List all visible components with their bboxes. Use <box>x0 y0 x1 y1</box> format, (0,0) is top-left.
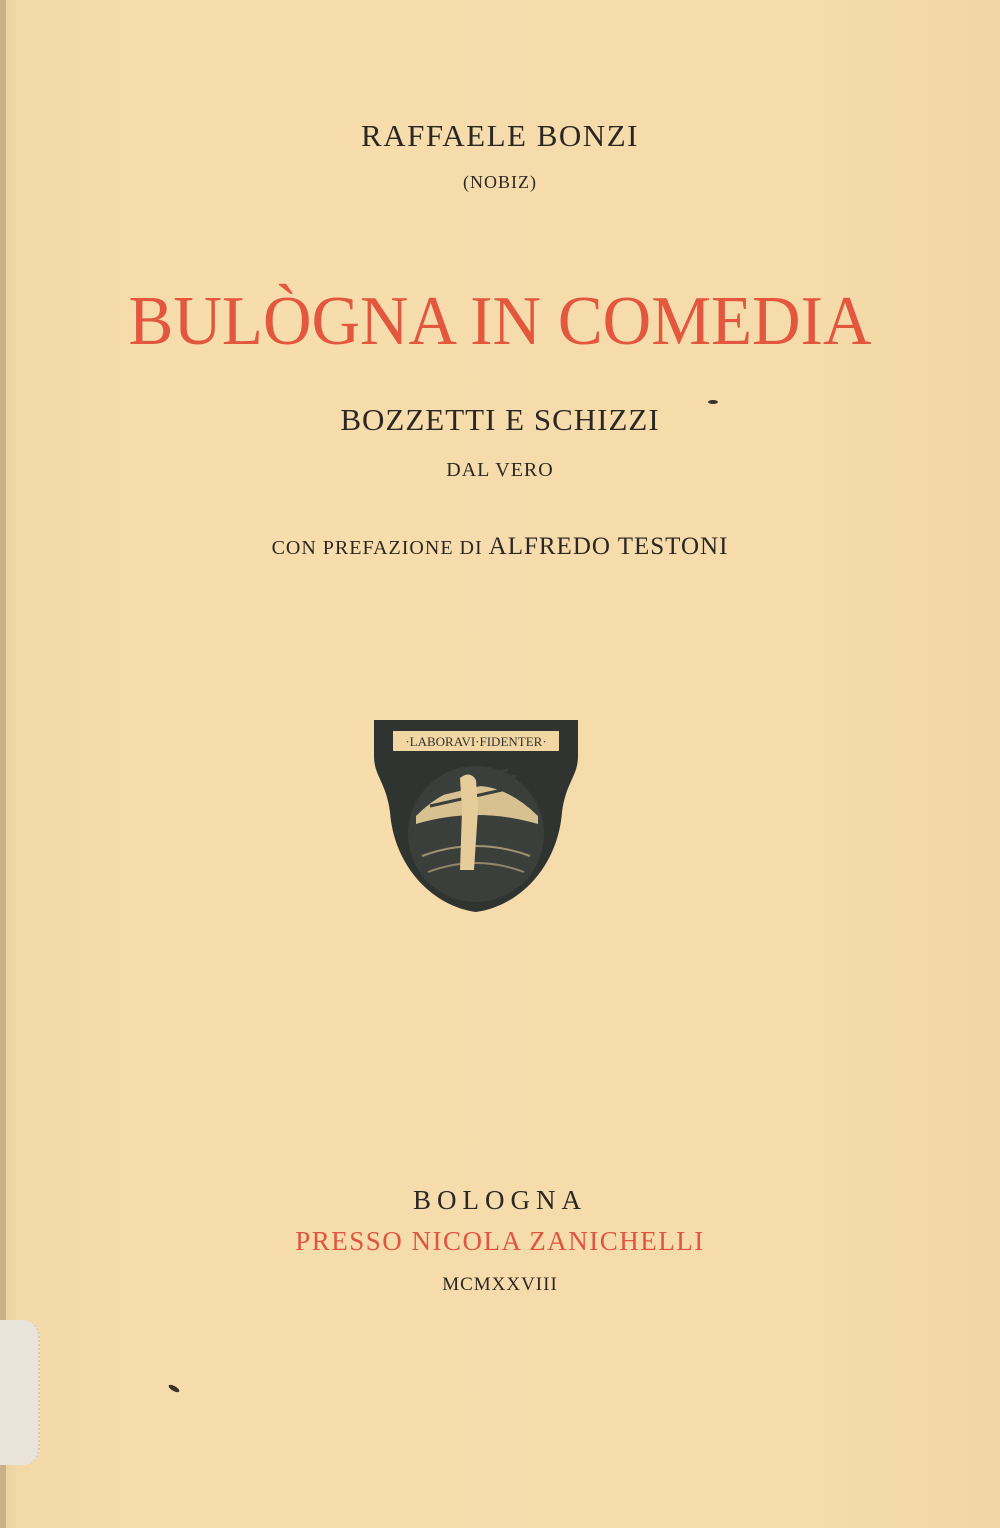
author-pseudonym: (NOBIZ) <box>463 172 537 192</box>
publication-city: BOLOGNA <box>413 1185 587 1215</box>
publisher-name: PRESSO NICOLA ZANICHELLI <box>295 1226 705 1256</box>
publisher-emblem <box>370 716 582 914</box>
book-title: BULÒGNA IN COMEDIA <box>128 283 872 360</box>
torn-label <box>0 1320 40 1465</box>
preface-line <box>0 533 1000 561</box>
paper-speck <box>708 400 718 404</box>
book-subtitle-2: DAL VERO <box>446 459 554 481</box>
book-subtitle: BOZZETTI E SCHIZZI <box>340 402 660 437</box>
preface-prefix: CON PREFAZIONE DI <box>271 537 483 559</box>
emblem-motto: ·LABORAVI·FIDENTER· <box>405 734 547 749</box>
author-name: RAFFAELE BONZI <box>361 118 639 153</box>
publication-year: MCMXXVIII <box>442 1274 558 1295</box>
spine-edge <box>0 0 6 1528</box>
preface-author: ALFREDO TESTONI <box>488 533 729 560</box>
